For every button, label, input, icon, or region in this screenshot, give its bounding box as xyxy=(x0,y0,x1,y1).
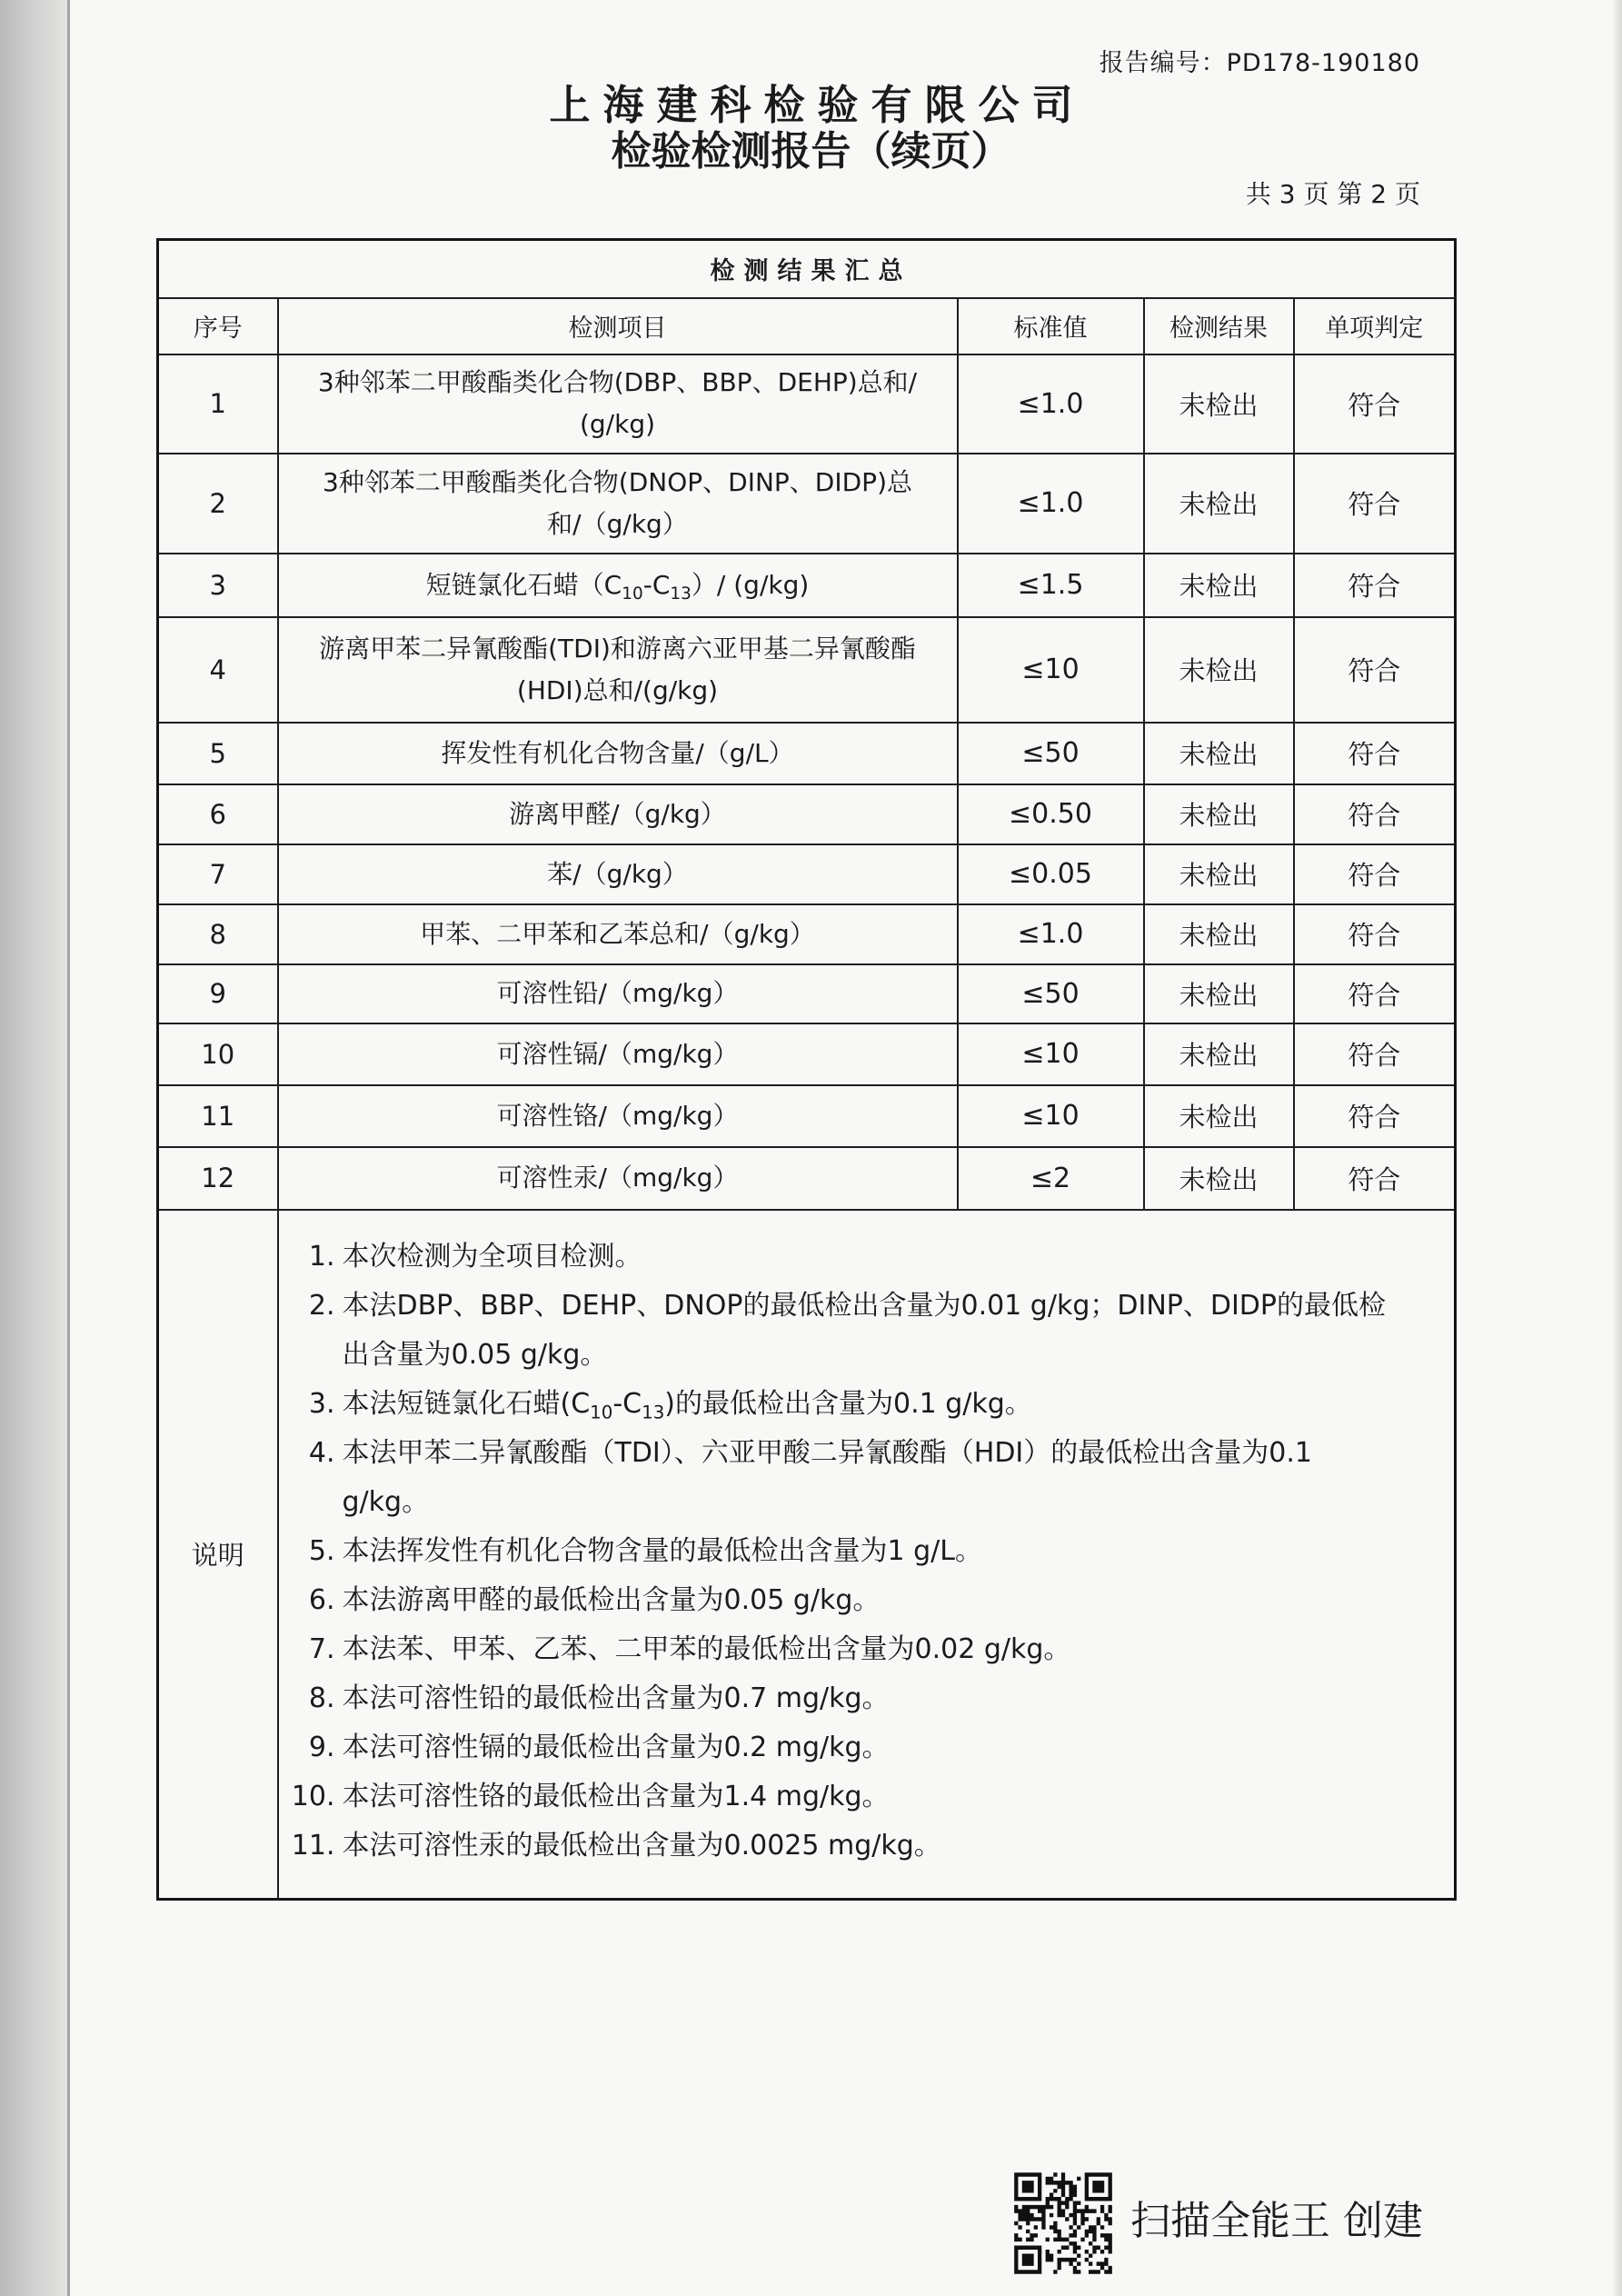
standard-value: ≤0.50 xyxy=(958,784,1144,844)
note-item xyxy=(288,1772,1455,1822)
note-text xyxy=(343,1282,1387,1380)
test-item-line xyxy=(279,564,957,606)
test-result: 未检出 xyxy=(1144,617,1294,723)
row-number: 12 xyxy=(158,1147,278,1210)
table-row xyxy=(158,784,1456,844)
test-item-line: 游离甲苯二异氰酸酯(TDI)和游离六亚甲基二异氰酸酯 xyxy=(319,633,916,664)
note-number: 9. xyxy=(308,1731,335,1763)
table-caption: 检测结果汇总 xyxy=(158,240,1456,298)
test-item-line: 3种邻苯二甲酸酯类化合物(DBP、BBP、DEHP)总和/ xyxy=(317,367,918,397)
test-result: 未检出 xyxy=(1144,723,1294,784)
judgment: 符合 xyxy=(1294,1085,1456,1147)
test-item xyxy=(278,723,958,784)
note-number: 8. xyxy=(308,1682,335,1714)
test-result: 未检出 xyxy=(1144,844,1294,904)
test-item xyxy=(278,454,958,554)
note-text xyxy=(343,1625,1071,1674)
note-text xyxy=(343,1772,890,1822)
test-item xyxy=(278,1085,958,1147)
row-number: 9 xyxy=(158,964,278,1023)
judgment: 符合 xyxy=(1294,354,1456,454)
scan-edge-line xyxy=(67,0,70,2296)
table-row xyxy=(158,844,1456,904)
standard-value: ≤50 xyxy=(958,723,1144,784)
row-number: 7 xyxy=(158,844,278,904)
note-text xyxy=(343,1380,1032,1429)
standard-value: ≤2 xyxy=(958,1147,1144,1210)
test-item-line: 挥发性有机化合物含量/（g/L） xyxy=(441,737,794,768)
note-line: 出含量为0.05 g/kg。 xyxy=(342,1338,608,1371)
standard-value: ≤10 xyxy=(958,1085,1144,1147)
test-item xyxy=(278,784,958,844)
note-item xyxy=(288,1233,1455,1282)
subscript: 13 xyxy=(642,1401,665,1423)
test-result: 未检出 xyxy=(1144,964,1294,1023)
note-text xyxy=(343,1429,1313,1527)
note-line: g/kg。 xyxy=(342,1485,430,1518)
note-text xyxy=(343,1233,642,1282)
test-item-line: 可溶性镉/（mg/kg） xyxy=(496,1038,739,1069)
column-header-judgment: 单项判定 xyxy=(1294,298,1456,354)
test-item-text: 短链氯化石蜡（C xyxy=(425,569,622,600)
note-line: 本法甲苯二异氰酸酯（TDI）、六亚甲酸二异氰酸酯（HDI）的最低检出含量为0.1 xyxy=(342,1436,1312,1469)
test-item-line: 3种邻苯二甲酸酯类化合物(DNOP、DINP、DIDP)总 xyxy=(322,466,912,497)
note-item xyxy=(288,1380,1455,1429)
note-line: 本次检测为全项目检测。 xyxy=(342,1240,642,1273)
note-number: 2. xyxy=(308,1289,335,1322)
test-item xyxy=(278,1023,958,1085)
test-result: 未检出 xyxy=(1144,784,1294,844)
notes-label: 说明 xyxy=(158,1210,278,1900)
notes-row xyxy=(158,1210,1456,1900)
test-item-text: -C xyxy=(642,569,671,600)
note-number: 11. xyxy=(291,1829,335,1862)
note-segment: )的最低检出含量为0.1 g/kg。 xyxy=(664,1387,1032,1420)
note-item xyxy=(288,1822,1455,1871)
table-row xyxy=(158,354,1456,454)
note-item xyxy=(288,1527,1455,1576)
note-line: 本法苯、甲苯、乙苯、二甲苯的最低检出含量为0.02 g/kg。 xyxy=(342,1632,1071,1665)
scanner-credit: 扫描全能王 创建 xyxy=(1130,2198,1423,2244)
standard-value: ≤1.0 xyxy=(958,904,1144,964)
page-info: 共 3 页 第 2 页 xyxy=(1245,179,1420,209)
qr-code-icon xyxy=(1012,2171,1114,2276)
report-title: 检验检测报告（续页） xyxy=(611,128,1011,175)
note-text xyxy=(343,1822,941,1871)
note-item xyxy=(288,1625,1455,1674)
results-table xyxy=(156,238,1457,1901)
test-item xyxy=(278,844,958,904)
judgment: 符合 xyxy=(1294,617,1456,723)
test-item-line: (g/kg) xyxy=(579,409,656,439)
note-text xyxy=(343,1576,881,1625)
note-number: 6. xyxy=(308,1583,335,1616)
test-item xyxy=(278,1147,958,1210)
test-result: 未检出 xyxy=(1144,354,1294,454)
test-item-line: 可溶性铅/（mg/kg） xyxy=(496,978,739,1008)
note-item xyxy=(288,1674,1455,1723)
note-line: 本法可溶性铅的最低检出含量为0.7 mg/kg。 xyxy=(342,1682,890,1714)
column-header-no: 序号 xyxy=(158,298,278,354)
table-row xyxy=(158,1147,1456,1210)
test-result: 未检出 xyxy=(1144,454,1294,554)
column-header-result: 检测结果 xyxy=(1144,298,1294,354)
test-result: 未检出 xyxy=(1144,1085,1294,1147)
test-result: 未检出 xyxy=(1144,904,1294,964)
row-number: 4 xyxy=(158,617,278,723)
subscript: 10 xyxy=(590,1401,613,1423)
note-text xyxy=(343,1527,983,1576)
judgment: 符合 xyxy=(1294,554,1456,617)
subscript: 13 xyxy=(670,584,692,604)
judgment: 符合 xyxy=(1294,964,1456,1023)
table-row xyxy=(158,723,1456,784)
test-item xyxy=(278,354,958,454)
judgment: 符合 xyxy=(1294,1147,1456,1210)
row-number: 2 xyxy=(158,454,278,554)
report-number: 报告编号：PD178-190180 xyxy=(1099,49,1420,77)
column-header-standard: 标准值 xyxy=(958,298,1144,354)
judgment: 符合 xyxy=(1294,454,1456,554)
judgment: 符合 xyxy=(1294,723,1456,784)
judgment: 符合 xyxy=(1294,904,1456,964)
test-item-line: 苯/（g/kg） xyxy=(547,858,688,889)
test-result: 未检出 xyxy=(1144,554,1294,617)
row-number: 11 xyxy=(158,1085,278,1147)
note-item xyxy=(288,1576,1455,1625)
note-item xyxy=(288,1723,1455,1772)
test-item-line: 游离甲醛/（g/kg） xyxy=(509,798,726,829)
row-number: 8 xyxy=(158,904,278,964)
standard-value: ≤1.5 xyxy=(958,554,1144,617)
table-row xyxy=(158,454,1456,554)
row-number: 3 xyxy=(158,554,278,617)
scan-edge-shadow xyxy=(0,0,69,2296)
row-number: 5 xyxy=(158,723,278,784)
note-line: 本法DBP、BBP、DEHP、DNOP的最低检出含量为0.01 g/kg；DINP、DIDP的最低检 xyxy=(342,1289,1386,1322)
note-segment: -C xyxy=(612,1387,642,1420)
note-number: 10. xyxy=(291,1780,335,1812)
judgment: 符合 xyxy=(1294,784,1456,844)
note-line xyxy=(343,1380,1032,1429)
test-item xyxy=(278,554,958,617)
standard-value: ≤10 xyxy=(958,1023,1144,1085)
note-text xyxy=(343,1723,890,1772)
test-item-text: ）/ (g/kg) xyxy=(691,569,810,600)
test-result: 未检出 xyxy=(1144,1023,1294,1085)
test-item-line: 可溶性汞/（mg/kg） xyxy=(496,1163,739,1193)
table-row xyxy=(158,964,1456,1023)
row-number: 6 xyxy=(158,784,278,844)
test-item xyxy=(278,904,958,964)
test-item-line: (HDI)总和/(g/kg) xyxy=(516,674,719,705)
column-header-row xyxy=(158,298,1456,354)
test-item xyxy=(278,964,958,1023)
column-header-item: 检测项目 xyxy=(278,298,958,354)
note-segment: 本法短链氯化石蜡(C xyxy=(342,1387,591,1420)
table-row xyxy=(158,617,1456,723)
note-number: 4. xyxy=(308,1436,335,1469)
standard-value: ≤1.0 xyxy=(958,454,1144,554)
standard-value: ≤10 xyxy=(958,617,1144,723)
table-row xyxy=(158,1023,1456,1085)
notes-body xyxy=(278,1210,1456,1900)
note-text xyxy=(343,1674,890,1723)
note-item xyxy=(288,1429,1455,1527)
scan-edge-right-shadow xyxy=(1613,0,1622,2296)
note-line: 本法可溶性汞的最低检出含量为0.0025 mg/kg。 xyxy=(342,1829,941,1862)
table-row xyxy=(158,904,1456,964)
test-item-line: 可溶性铬/（mg/kg） xyxy=(496,1100,739,1131)
standard-value: ≤0.05 xyxy=(958,844,1144,904)
note-line: 本法可溶性镉的最低检出含量为0.2 mg/kg。 xyxy=(342,1731,890,1763)
note-line: 本法游离甲醛的最低检出含量为0.05 g/kg。 xyxy=(342,1583,881,1616)
table-row xyxy=(158,1085,1456,1147)
test-result: 未检出 xyxy=(1144,1147,1294,1210)
test-item-line: 甲苯、二甲苯和乙苯总和/（g/kg） xyxy=(420,918,815,949)
note-number: 3. xyxy=(308,1387,335,1420)
note-line: 本法挥发性有机化合物含量的最低检出含量为1 g/L。 xyxy=(342,1534,982,1567)
standard-value: ≤1.0 xyxy=(958,354,1144,454)
judgment: 符合 xyxy=(1294,1023,1456,1085)
table-caption-row xyxy=(158,240,1456,298)
test-item xyxy=(278,617,958,723)
note-number: 1. xyxy=(308,1240,335,1273)
note-number: 7. xyxy=(308,1632,335,1665)
note-line: 本法可溶性铬的最低检出含量为1.4 mg/kg。 xyxy=(342,1780,890,1812)
subscript: 10 xyxy=(622,584,643,604)
standard-value: ≤50 xyxy=(958,964,1144,1023)
row-number: 1 xyxy=(158,354,278,454)
row-number: 10 xyxy=(158,1023,278,1085)
note-number: 5. xyxy=(308,1534,335,1567)
company-name: 上海建科检验有限公司 xyxy=(549,81,1086,129)
table-row xyxy=(158,554,1456,617)
note-item xyxy=(288,1282,1455,1380)
test-item-line: 和/（g/kg） xyxy=(547,508,688,539)
judgment: 符合 xyxy=(1294,844,1456,904)
